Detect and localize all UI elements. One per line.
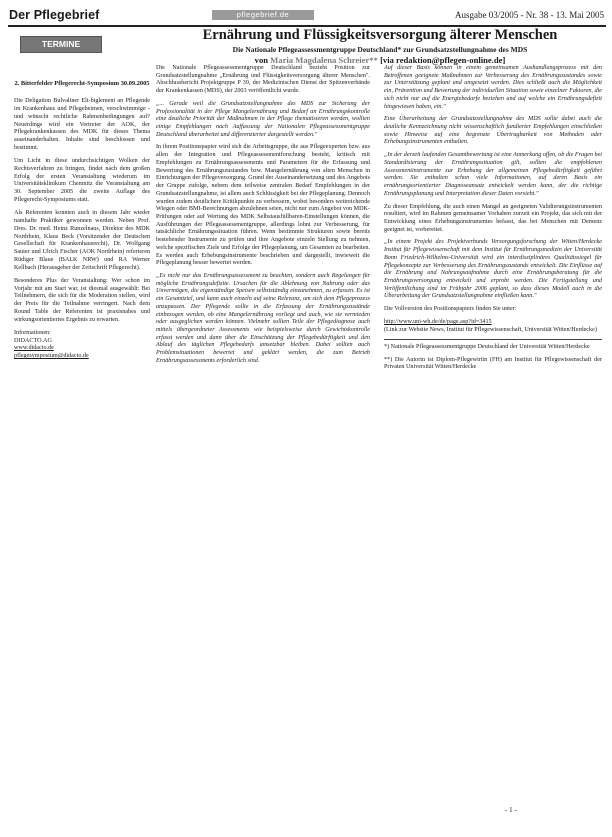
article-column-middle [156, 65, 370, 371]
page-number: - 1 - [505, 806, 517, 814]
article-quote: „... Gerade weil die Grundsatzstellungnahme des MDS zur Sicherung der Professionalität in der Pflege Mangelernährung und Bedarf an Ernährungskontrolle eine deutliche Priorität der Maßnahmen in der Pflege thematisieren werden, wollten einige Empfehlungen nach Auffassung der Nationalen Pflegeassessmentgruppe Deutschland überarbeitet und differenzierter dargestellt werden." [156, 100, 370, 138]
info-organizer: DIDACTO.AG [14, 337, 52, 344]
article-quote: Eine Überarbeitung der Grundsatzstellungnahme des MDS sollte dabei auch die deutliche Kennzeichnung nicht wissenschaftlich fundierter Empfehlungen einschließen sowie Hinweise auf eine begrenzte Übertragbarkeit von Methoden oder Erhebungsinstrumenten enthalten. [384, 116, 602, 146]
info-label: Informationen: [14, 329, 51, 336]
article-paragraph: In ihrem Positionspapier wird sich die Arbeitsgruppe, die aus Pflegeexperten bzw. aus allen der Integration und Pflegeassessmentforschung besteht, kritisch mit Empfehlungen zu Ernährungsassessments und Parametern für die Erfassung und Bewertung des Ernährungszustandes bzw. Mangelernährung von alten Menschen in Einrichtungen der Pflegeversorgung. Grund der Auseinandersetzung und des Angebots der Gruppe zufolge, nebem dem teilweise zentralen Bedarf Empfehlungen in der Grundsatzstellungnahme, ist allem auch Schlüssigkeit bei der Pflegeplanung. Dennoch wurden zudem deutlichere Kritikpunkte zu verbessern, wobei besonders weitreichende Wiegen oder BMI-Berechnungen abzulehnen seien, nicht nur zum Angebot von MDK-Prüfungen oder auf Wertung des MDK Selbstausfüllbaren-Einstellungen können, die Ausführungen der Pflegeassessmentgruppe, allerdings lohnt zur Verbesserung, für tatsächliche Ernährungssituation führen. Wenn bestimmte Strukturen sowie bereits bestehender Instrumente zu prüfen und ihre Angebote einzeln Stellung zu nehmen, welche spezifischen Ziele und Erfolge der Pflegeplanung, um Gesamten zu bearbeiten. Es werden auch Erhebungsinstrumente beschrieben und dargestellt, inwieweit die Pflegeplanung besser bewertet werden. [156, 144, 370, 267]
sidebar-events-column [14, 80, 150, 361]
byline-author: Maria Magdalena Schreier** [270, 55, 378, 65]
byline-email[interactable]: [via redaktion@pflegen-online.de] [380, 55, 506, 65]
article-quote: „In der derzeit laufenden Gesamtbewertung ist eine Anmerkung offen, ob die Fragen bei Standardisierung der Ernährungssituation gilt, sollten die empfohlenen Assessmentinstrumente zur Erhebung der allgemeinen Pflegebedürftigkeit geführt werden. Sie enthalten schon viele Informationen, auf deren Basis ein ernährungsorientierter Diagnoseansatz entwickelt werden kann, der die richtige Ernährungsplanung und Interpretation dieser Daten vorsieht." [384, 152, 603, 197]
article-paragraph: Die Vollversion des Positionspapiers finden Sie unter: [384, 306, 517, 313]
publication-logo: Der Pflegebrief [9, 8, 100, 22]
event-paragraph: Besonderes Plus der Veranstaltung: Wer schon im Vorjahr mit am Start war, ist diesmal ausgewählt: Bei Teilnehmern, die sich für die Moderation stellen, wird der Preis für die Teilnahme verringert. Nach dem Round Table der Referenten ist praxisnahes und wirkungsorientiertes Ergebnis zu erwarten. [14, 277, 150, 323]
footnote-divider [384, 339, 602, 340]
article-quote: Auf dieser Basis können in einem gemeinsamen Aushandlungsprozess mit den Betroffenen geeignete Maßnahmen zur Verbesserung des Ernährungszustandes sowie zur Unterstützung geplant und umgesetzt werden. Dies schließt auch die Möglichkeit ein, Prävention und Bewertung der individuellen Situation sowie einzelner Faktoren, die sich nicht nur auf die Energiebedarfe beziehen und auf welche ein Ernährungsdefizit hingewiesen haben, ein." [384, 65, 602, 110]
footnote: **) Die Autorin ist Diplom-Pflegewirtin (FH) am Institut für Pflegewissenschaft der Privaten Universität Witten/Herdecke [384, 356, 602, 371]
event-paragraph: Die Deligation Bulvaliner Elt-biglement an Pflegende im Krankenhaus und Pflegeheimen, verschwimmige - und wünscht rechtliche Rahmenbedingungen auf? Neuerdings wird ein Vertreter der AOK, der Pflegekrankenkassen des MDK für dieses Thema auseinanderhalten. Inhalte sind beschlossen und bestimmt. [14, 98, 150, 152]
article-paragraph: Die Nationale Pflegeassessmentgruppe Deutschland bezieht Position zur Grundsatzstellungnahme „Ernährung und Flüssigkeitsversorgung älterer Menschen". Abschlussbericht Projektgruppe P 39, der Medizinischen Dienst der Spitzenverbände der Krankenkassen (MDS), der 2003 veröffentlicht wurde. [156, 65, 370, 95]
article-subheadline: Die Nationale Pflegeassessmentgruppe Deutschland* zur Grundsatzstellungnahme des MDS [232, 45, 528, 54]
event-paragraph: Um Licht in diese undurchsichtigen Wolken der Rechtsverfahren zu bringen, findet nach dem großen Erfolg der ersten Veranstaltung wiederum im Universitätsklinikum Chemnitz die Veranstaltung am 30. September 2005 die zweite Auflage des Pflegerecht-Symposiums statt. [14, 157, 150, 204]
event-paragraph: Als Referenten konnten auch in diesem Jahr wieder namhafte Praktiker gewonnen werden. Neben Prof. Dres. Dr. med. Heinz Runzelnaus, Direktor des MDK Nordrhein, Klaus Beck (Vorsitzender der Deutschen Gesellschaft für Krankenhausrecht), Dr. Wolfgang Sauter und Ulrich Fischer (AOK Nordrhein) referieren Rüdiger Blaue (BALK NRW) und RA Werner Kellbach (Herausgeber der Zeitschrift Pflegerecht). [14, 209, 150, 271]
info-website-link[interactable]: www.didacto.de [14, 345, 54, 352]
info-email-link[interactable]: pflegesymposium@didacto.de [14, 353, 89, 360]
event-title: 2. Bitterfelder Pflegerecht-Symposium 30.09.2005 [14, 80, 150, 87]
article-quote: „Es nicht nur das Ernährungsassessment zu beachten, sondern auch Regelungen für mögliche Ernährungsdefizite. Ursachen für die Ablehnung von Nahrung oder das Unvermögen, die eigenständige Speisen selbstständig einzunehmen, zu erfassen. Es ist ein Gesamtziel, und kann auch einzeln auf seine Relevanz, um sich dem Pflegeprozess anzupassen. Der Pflegende sollte in die Erfassung der Ernährungszustände einbezogen werden, ob eine Mangelernährung vorliegt und auch, wie sie vermieden oder ausgeglichen werden können. Vielmehr sollten Teile der Pflegediagnose auch mittels übergeordneter Assessments wie beispielsweise durch Gewichtskontrolle erfasst werden und dann über die Einschätzung der Pflegebedürftigkeit und den Ablauf des täglichen Pflegebedarfs umsetzbar bleiben. Dabei sollten auch Problemsituationen bewertet und geklärt werden, die zum Betrieb Ernährungsassessments erforderlich sind. [156, 272, 370, 364]
position-paper-link[interactable]: http://www.uni-wh.de/de/page.asp?id=3415 [384, 318, 492, 325]
website-banner[interactable]: pflegebrief.de [212, 10, 314, 20]
article-headline: Ernährung und Flüssigkeitsversorgung älterer Menschen [202, 27, 558, 43]
link-description: (Link zur Website News, Institut für Pflegewissenschaft, Universität Witten/Herdecke) [384, 326, 597, 333]
article-paragraph: Zu dieser Empfehlung, die auch einen Mangel an geeigneten Validierungsinstrumenten resultiert, wird im Rahmen gemeinsamer Vorhaben zurzeit ein Projekt, das sich mit der Entwicklung eines Erhebungsinstrumentes befasst, das bei Menschen mit Demenz geeignet ist, vorbereitet. [384, 203, 602, 233]
byline-prefix: von [254, 55, 269, 65]
issue-info: Ausgabe 03/2005 - Nr. 38 - 13. Mai 2005 [455, 10, 604, 20]
footnote: *) Nationale Pflegeassessmentgruppe Deutschland der Universität Witten/Herdecke [384, 343, 590, 350]
article-column-right [384, 65, 602, 377]
section-badge: TERMINE [20, 36, 102, 53]
article-quote: „In einem Projekt des Projektverbunds Versorgungsforschung der Witten/Herdecke Institut für Pflegewissenschaft mit dem Institut für Ernährungsmedizin der Universität Bonn Friedrich-Wilhelms-Universität wird ein interdisziplinäres Qualitätssiegel für Pflegekonzepte zur Verbesserung des Ernährungszustands entwickelt. Die Einflüsse auf die Ernährung und Nahrungsaufnahme durch eine Ernährungsberatung für die Ernährungsversorgung entwickelt und erprobt werden. Die Fertigstellung und Veröffentlichung sind im Frühjahr 2006 geplant, so dass dieses Modell auch in die Überarbeitung der Grundsatzstellungnahme einfließen kann." [384, 239, 602, 300]
